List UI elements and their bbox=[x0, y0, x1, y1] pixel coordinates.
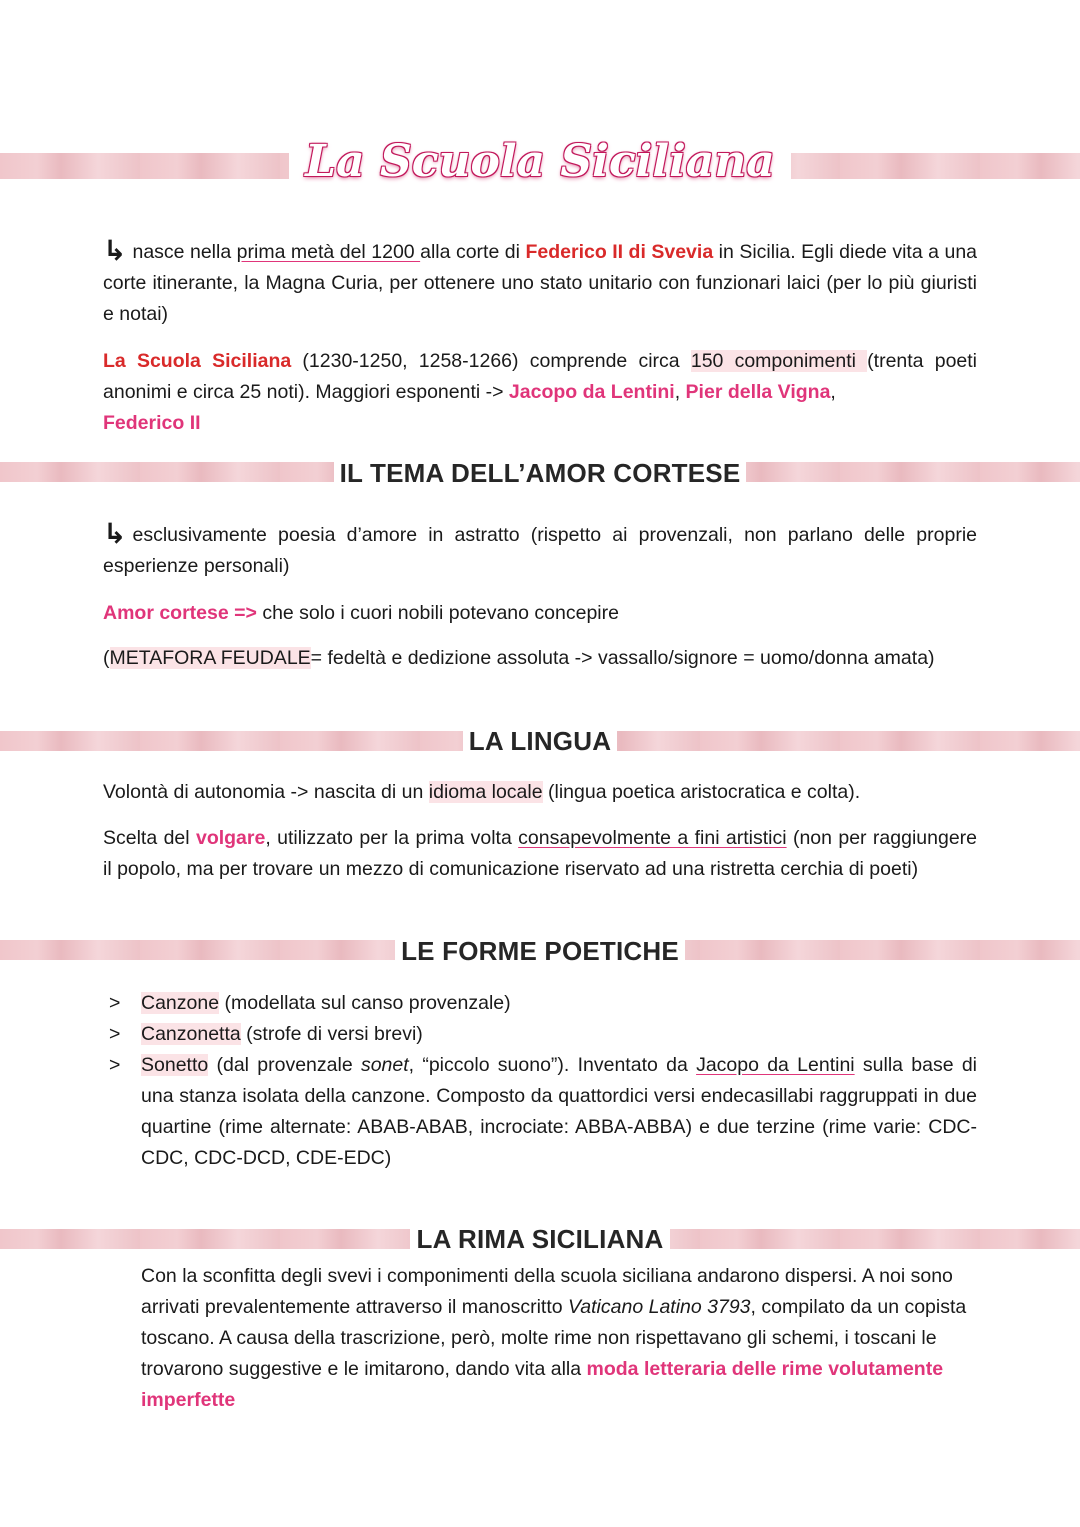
sonetto-text-1: (dal provenzale bbox=[208, 1054, 361, 1076]
canzone-text: (modellata sul canso provenzale) bbox=[219, 992, 511, 1014]
scuola-text-1: (1230-1250, 1258-1266) comprende circa bbox=[291, 350, 691, 372]
intro-paragraph bbox=[103, 233, 977, 330]
section-heading-lingua-text: LA LINGUA bbox=[463, 726, 617, 756]
list-item bbox=[103, 1050, 977, 1174]
poet-federico: Federico II bbox=[103, 412, 201, 434]
lingua-underline: consapevolmente a fini artistici bbox=[518, 827, 787, 849]
scuola-highlight: 150 componimenti bbox=[690, 350, 868, 372]
manuscript-name: Vaticano Latino 3793 bbox=[568, 1296, 751, 1318]
rima-paragraph bbox=[141, 1261, 977, 1416]
section-heading-forme-text: LE FORME POETICHE bbox=[395, 936, 685, 966]
canzonetta-text: (strofe di versi brevi) bbox=[240, 1023, 423, 1045]
amor-text-1: esclusivamente poesia d’amore in astratto (rispetto ai provenzali, non parlano delle proprie esperienze personali) bbox=[103, 524, 977, 577]
bullet-icon: > bbox=[109, 1023, 121, 1045]
rima-text-1: Con la sconfitta degli svevi i componimenti della scuola siciliana andarono dispersi. A noi sono arrivati prevalentemente attraverso il manoscritto bbox=[141, 1265, 953, 1318]
scuola-comma-2: , bbox=[830, 381, 836, 403]
page-title-text: La Scuola Siciliana bbox=[289, 136, 791, 187]
intro-federico: Federico II di Svevia bbox=[525, 241, 714, 263]
lingua-paragraph-1 bbox=[103, 777, 977, 808]
page-title bbox=[0, 136, 1080, 187]
lingua-text-5: (non per raggiungere il popolo, ma per trovare un mezzo di comunicazione riservato ad una ristretta cerchia di poeti) bbox=[103, 827, 978, 880]
rima-text-2: , compilato da un copista toscano. A causa della trascrizione, però, molte rime non rispettavano gli schemi, i toscani le trovarono suggestive e le imitarono, dando vita alla bbox=[141, 1296, 967, 1380]
canzone-label: Canzone bbox=[141, 992, 220, 1014]
intro-text-3: in Sicilia. Egli diede vita a una corte itinerante, la Magna Curia, per ottenere uno stato unitario con funzionari laici (per lo più giuristi e notai) bbox=[103, 241, 978, 325]
canzonetta-label: Canzonetta bbox=[141, 1023, 241, 1045]
metafora-highlight: METAFORA FEUDALE bbox=[109, 647, 311, 669]
intro-text-1: nasce nella bbox=[132, 241, 237, 263]
intro-text-2: alla corte di bbox=[420, 241, 526, 263]
metafora-paragraph bbox=[103, 643, 977, 674]
idioma-highlight: idioma locale bbox=[428, 781, 543, 803]
sonetto-underline: Jacopo da Lentini bbox=[696, 1054, 855, 1076]
amor-cortese-label: Amor cortese => bbox=[103, 602, 257, 624]
sonetto-text-2: , “piccolo suono”). Inventato da bbox=[408, 1054, 697, 1076]
poet-pier: Pier della Vigna bbox=[685, 381, 831, 403]
lingua-text-3: Scelta del bbox=[103, 827, 196, 849]
return-arrow-icon: ↳ bbox=[103, 518, 127, 549]
lingua-paragraph-2 bbox=[103, 823, 977, 885]
section-heading-amor bbox=[0, 458, 1080, 489]
scuola-text-2: (trenta poeti anonimi e circa 25 noti). Maggiori esponenti -> bbox=[103, 350, 978, 403]
poet-jacopo: Jacopo da Lentini bbox=[508, 381, 675, 403]
section-heading-amor-text: IL TEMA DELL’AMOR CORTESE bbox=[334, 458, 747, 488]
volgare-label: volgare bbox=[195, 827, 266, 849]
list-item bbox=[103, 988, 977, 1019]
amor-text-2: che solo i cuori nobili potevano concepire bbox=[256, 602, 619, 624]
section-heading-rima bbox=[0, 1224, 1080, 1255]
intro-underline-date: prima metà del 1200 bbox=[236, 241, 421, 263]
metafora-text: = fedeltà e dedizione assoluta -> vassallo/signore = uomo/donna amata) bbox=[310, 647, 935, 669]
sonetto-text-3: sulla base di una stanza isolata della canzone. Composto da quattordici versi endecasillabi raggruppati in due quartine (rime alternate: ABAB-ABAB, incrociate: ABBA-ABBA) e due terzine (rime varie: CDC-CDC, CDC-DCD, CDE-EDC) bbox=[141, 1054, 978, 1169]
forme-list bbox=[103, 988, 977, 1174]
bullet-icon: > bbox=[109, 1054, 121, 1076]
lingua-text-1: Volontà di autonomia -> nascita di un bbox=[103, 781, 429, 803]
amor-cortese-line bbox=[103, 598, 977, 629]
list-item bbox=[103, 1019, 977, 1050]
sonetto-label: Sonetto bbox=[141, 1054, 209, 1076]
lingua-text-2: (lingua poetica aristocratica e colta). bbox=[542, 781, 861, 803]
scuola-paragraph bbox=[103, 346, 977, 439]
bullet-icon: > bbox=[109, 992, 121, 1014]
return-arrow-icon: ↳ bbox=[103, 235, 127, 266]
metafora-open: ( bbox=[103, 647, 110, 669]
section-heading-rima-text: LA RIMA SICILIANA bbox=[410, 1224, 669, 1254]
section-heading-lingua bbox=[0, 726, 1080, 757]
rima-conclusion: moda letteraria delle rime volutamente imperfette bbox=[141, 1358, 944, 1411]
lingua-text-4: , utilizzato per la prima volta bbox=[265, 827, 519, 849]
scuola-title: La Scuola Siciliana bbox=[103, 350, 292, 372]
amor-paragraph bbox=[103, 516, 977, 582]
scuola-comma-1: , bbox=[674, 381, 686, 403]
section-heading-forme bbox=[0, 936, 1080, 967]
sonetto-italic: sonet bbox=[360, 1054, 409, 1076]
